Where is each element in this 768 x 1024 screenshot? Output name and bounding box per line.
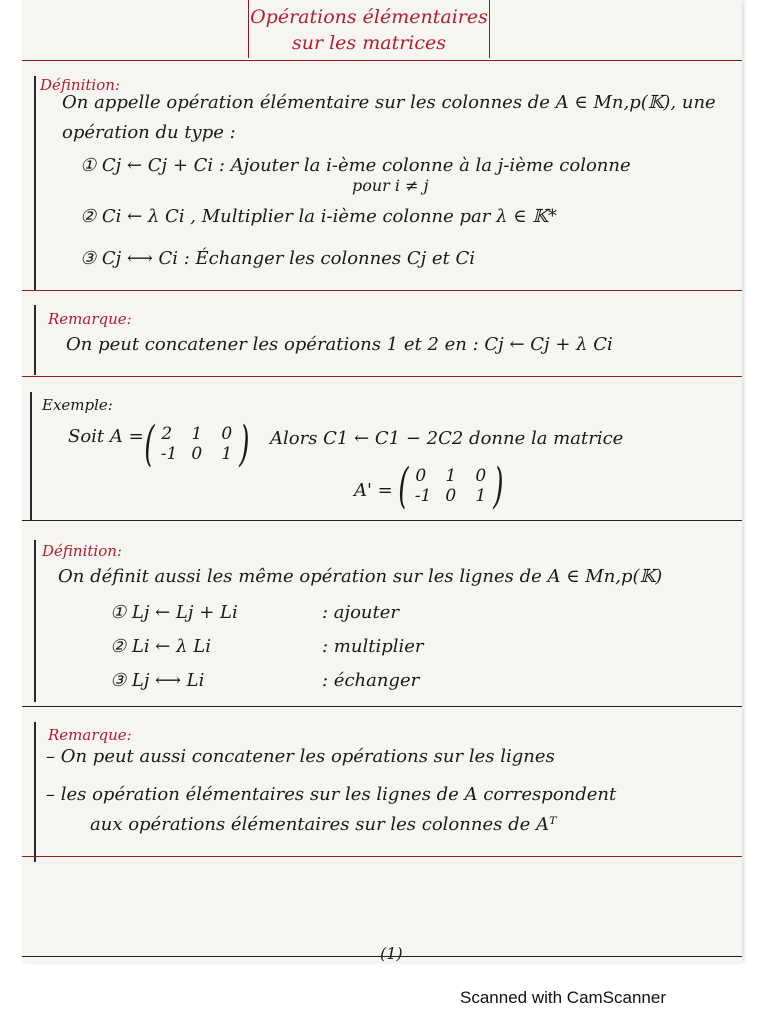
margin-line [34,305,36,375]
operation-number: ② [110,636,127,657]
row-operation-item [110,670,204,691]
divider [22,290,742,291]
operation-note: pour i ≠ j [352,176,429,195]
left-bracket: ( [398,458,409,514]
matrix-cell: 1 [475,486,487,506]
matrix-row [159,424,235,444]
operation-item [80,206,557,227]
remark-heading: Remarque: [48,310,132,328]
row-operation-item [110,636,211,657]
matrix-row [413,486,489,506]
operation-formula: Li ← λ Li [131,636,211,657]
remark-text: – les opération élémentaires sur les lignes de A correspondent [46,784,617,805]
operation-formula: Lj ← Lj + Li [131,602,238,623]
operation-item [80,155,631,176]
margin-line [34,722,36,862]
matrix-cell: -1 [160,444,178,464]
bottom-rule [22,956,742,957]
example-alors: Alors C1 ← C1 − 2C2 donne la matrice [270,428,624,449]
matrix-row [159,444,235,464]
matrix-aprime [394,458,507,514]
operation-desc: : ajouter [322,602,400,623]
matrix-cell: 1 [221,444,233,464]
operation-formula: Lj ⟷ Li [131,670,205,691]
example-heading: Exemple: [42,396,113,414]
definition-text: On définit aussi les même opération sur les lignes de A ∈ Mn,p(𝕂) [58,566,663,587]
divider [22,856,742,857]
definition-text: opération du type : [62,122,236,143]
operation-desc: : échanger [322,670,420,691]
operation-desc: : multiplier [322,636,424,657]
row-operation-item [110,602,238,623]
operation-number: ① [80,155,97,176]
margin-line [34,540,36,702]
remark-text: – On peut aussi concatener les opérations sur les lignes [46,746,555,767]
scanner-watermark: Scanned with CamScanner [460,988,667,1007]
operation-text: Cj ⟷ Ci : Échanger les colonnes Cj et Ci [101,248,476,269]
operation-number: ③ [110,670,127,691]
divider [22,60,742,61]
operation-text: Ci ← λ Ci , Multiplier la i-ième colonne par λ ∈ 𝕂* [101,206,557,227]
matrix-cell: 0 [475,466,487,486]
title-box [248,0,490,58]
matrix-cell: 1 [445,466,457,486]
divider [22,520,742,521]
title-line-1: Opérations élémentaires [250,6,488,28]
matrix-cell: 0 [221,424,233,444]
page-number: (1) [380,944,403,963]
matrix-cell: 2 [161,424,173,444]
matrix-row [413,466,489,486]
example-aprime: A' = [354,480,393,501]
operation-number: ② [80,206,97,227]
operation-number: ① [110,602,127,623]
operation-text: Cj ← Cj + Ci : Ajouter la i-ème colonne à la j-ième colonne [101,155,631,176]
right-bracket: ) [238,416,250,472]
matrix-cell: 0 [191,444,203,464]
matrix-cell: -1 [414,486,432,506]
matrix-a [140,416,253,472]
example-soit: Soit A = [68,426,144,447]
remark-text: On peut concatener les opérations 1 et 2 en : Cj ← Cj + λ Ci [66,334,613,355]
matrix-cell: 0 [445,486,457,506]
title-line-2: sur les matrices [292,32,446,54]
matrix-cell: 1 [191,424,203,444]
definition-heading: Définition: [40,76,120,94]
right-bracket: ) [492,458,504,514]
matrix-cell: 0 [415,466,427,486]
operation-item [80,248,475,269]
divider [22,376,742,377]
divider [22,706,742,707]
definition-heading: Définition: [42,542,122,560]
margin-line [30,392,32,520]
matrix-rows [413,466,489,506]
margin-line [34,76,36,290]
operation-number: ③ [80,248,97,269]
left-bracket: ( [144,416,155,472]
remark-text: aux opérations élémentaires sur les colonnes de Aᵀ [90,814,557,835]
definition-text: On appelle opération élémentaire sur les colonnes de A ∈ Mn,p(𝕂), une [62,92,716,113]
matrix-rows [159,424,235,464]
remark-heading: Remarque: [48,726,132,744]
notebook-page [22,0,742,962]
